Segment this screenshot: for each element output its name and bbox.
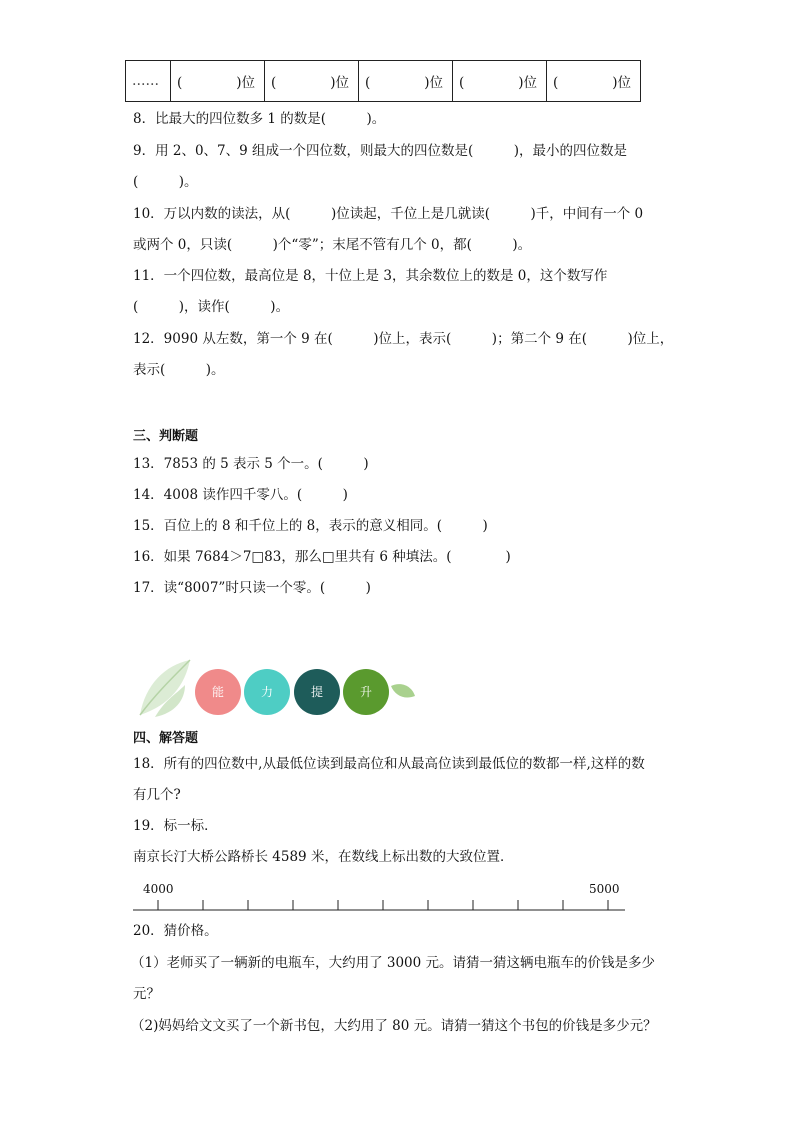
question-19-text: 南京长汀大桥公路桥长 4589 米，在数线上标出数的大致位置． — [133, 849, 514, 865]
section-4-title: 四、解答题 — [133, 731, 199, 746]
question-14: 14．4008 读作四千零八。( ) — [133, 487, 348, 503]
question-16: 16．如果 7684＞7□83，那么□里共有 6 种填法。( ) — [133, 549, 511, 565]
place-value-table — [125, 60, 641, 102]
question-17: 17．读“8007”时只读一个零。( ) — [133, 580, 371, 596]
place-cell: ( )位 — [265, 61, 359, 102]
place-cell: ( )位 — [359, 61, 453, 102]
question-11: 11．一个四位数，最高位是 8，十位上是 3，其余数位上的数是 0，这个数写作 — [133, 268, 608, 284]
question-12: 12．9090 从左数，第一个 9 在( )位上，表示( )；第二个 9 在( )位上， — [133, 331, 674, 347]
question-12-cont: 表示( )。 — [133, 362, 225, 378]
question-9-cont: ( )。 — [133, 174, 198, 190]
place-cell: ( )位 — [547, 61, 641, 102]
question-20-part-1-cont: 元？ — [133, 986, 160, 1002]
question-9: 9．用 2、0、7、9 组成一个四位数，则最大的四位数是( )，最小的四位数是 — [133, 143, 628, 159]
section-3-title: 三、判断题 — [133, 429, 199, 444]
question-19: 19．标一标． — [133, 818, 218, 834]
question-10-cont: 或两个 0，只读( )个“零”；末尾不管有几个 0，都( )。 — [133, 237, 532, 253]
number-line-start-label: 4000 — [143, 882, 174, 896]
question-18: 18．所有的四位数中,从最低位读到最高位和从最高位读到最低位的数都一样,这样的数 — [133, 756, 645, 772]
banner-bubble-4: 升 — [343, 669, 389, 715]
small-leaf-icon — [389, 680, 417, 702]
question-13: 13．7853 的 5 表示 5 个一。( ) — [133, 456, 369, 472]
question-15: 15．百位上的 8 和千位上的 8，表示的意义相同。( ) — [133, 518, 488, 534]
question-20: 20．猜价格。 — [133, 923, 218, 939]
question-10: 10．万以内数的读法，从( )位读起，千位上是几就读( )千，中间有一个 0 — [133, 206, 644, 222]
banner-bubble-2: 力 — [244, 669, 290, 715]
ellipsis-cell: …… — [126, 61, 171, 102]
place-cell: ( )位 — [171, 61, 265, 102]
number-line-axis — [133, 878, 628, 918]
leaf-decoration-icon — [135, 655, 195, 720]
number-line-end-label: 5000 — [589, 882, 620, 896]
question-11-cont: ( )，读作( )。 — [133, 299, 290, 315]
question-18-cont: 有几个? — [133, 787, 181, 803]
question-20-part-2: （2)妈妈给文文买了一个新书包，大约用了 80 元。请猜一猜这个书包的价钱是多少元？ — [131, 1018, 657, 1034]
question-8: 8．比最大的四位数多 1 的数是( )。 — [133, 111, 386, 127]
place-cell: ( )位 — [453, 61, 547, 102]
number-line — [133, 878, 628, 918]
banner-bubble-1: 能 — [195, 669, 241, 715]
question-20-part-1: （1）老师买了一辆新的电瓶车，大约用了 3000 元。请猜一猜这辆电瓶车的价钱是多少 — [131, 955, 656, 971]
banner-bubble-3: 提 — [294, 669, 340, 715]
